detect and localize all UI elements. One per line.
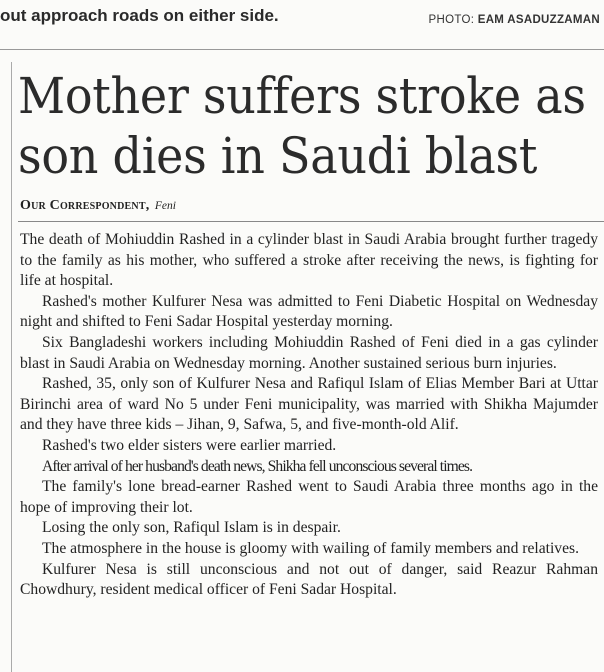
article-body <box>20 230 598 601</box>
byline <box>20 198 176 214</box>
photo-credit-label: PHOTO: <box>428 14 475 26</box>
article-paragraph: Six Bangladeshi workers including Mohiuddin Rashed of Feni died in a gas cylinder blast in Saudi Arabia on Wednesday morning. Another sustained serious burn injuries. <box>20 333 598 372</box>
byline-divider <box>18 221 604 222</box>
article-paragraph: The family's lone bread-earner Rashed went to Saudi Arabia three months ago in the hope of improving their lot. <box>20 478 598 516</box>
photo-credit <box>429 14 600 26</box>
article-paragraph: The atmosphere in the house is gloomy with wailing of family members and relatives. <box>42 539 579 557</box>
headline-line-1: Mother suffers stroke as <box>18 67 586 125</box>
article-paragraph: Kulfurer Nesa is still unconscious and not out of danger, said Reazur Rahman Chowdhury, resident medical officer of Feni Sadar Hospital. <box>20 560 598 599</box>
byline-correspondent: Our Correspondent, <box>20 198 150 213</box>
article-paragraph: After arrival of her husband's death news, Shikha fell unconscious several times. <box>42 457 473 475</box>
article-paragraph: The death of Mohiuddin Rashed in a cylinder blast in Saudi Arabia brought further tragedy to the family as his mother, who suffered a stroke after receiving the news, is fighting for life at hospital. <box>20 231 598 290</box>
article-paragraph: Rashed's mother Kulfurer Nesa was admitted to Feni Diabetic Hospital on Wednesday night and shifted to Feni Sadar Hospital yesterday morning. <box>20 292 598 331</box>
article-paragraph: Losing the only son, Rafiqul Islam is in despair. <box>42 519 341 537</box>
photographer-name: EAM ASADUZZAMAN <box>477 14 600 26</box>
photo-caption: out approach roads on either side. <box>0 6 279 25</box>
article-paragraph: Rashed, 35, only son of Kulfurer Nesa and Rafiqul Islam of Elias Member Bari at Uttar Birinchi area of ward No 5 under Feni municipality, was married with Shikha Majumder and they have three kids – Jihan, 9, Safwa, 5, and five-month-old Alif. <box>20 375 598 434</box>
top-divider <box>0 49 604 50</box>
byline-location: Feni <box>154 200 176 212</box>
headline-line-2: son dies in Saudi blast <box>18 127 538 185</box>
column-divider <box>11 62 12 672</box>
headline <box>18 66 586 186</box>
article-paragraph: Rashed's two elder sisters were earlier married. <box>42 436 337 454</box>
